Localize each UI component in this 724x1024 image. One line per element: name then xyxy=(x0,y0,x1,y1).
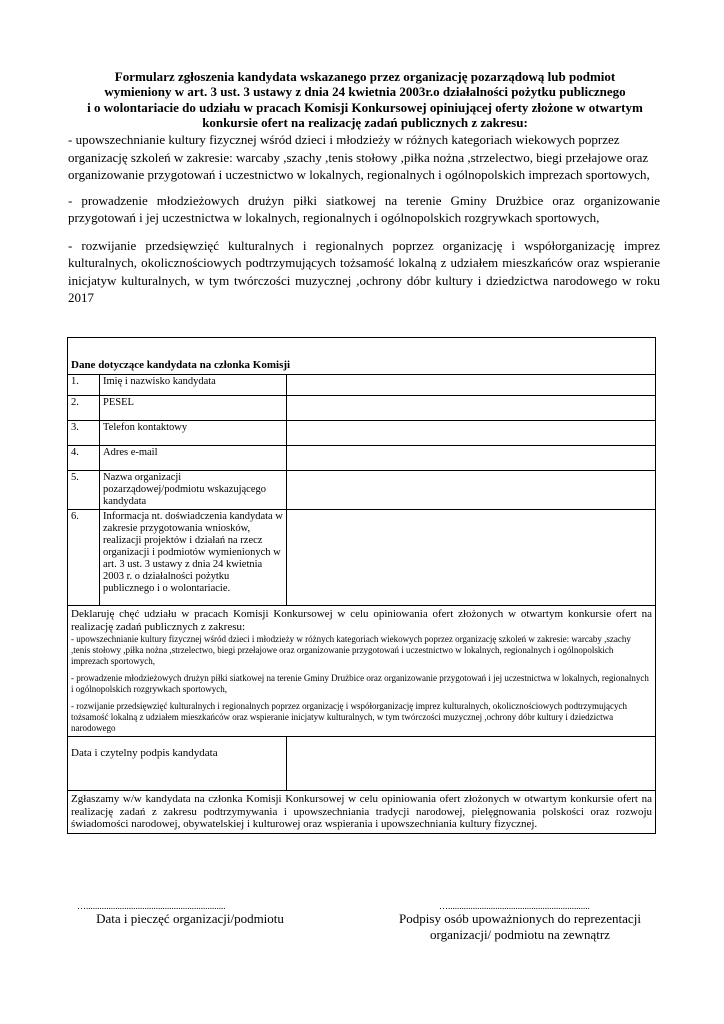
row-label: Informacja nt. doświadczenia kandydata w zakresie przygotowania wniosków, realizacji projektów i działań na rzecz organizacji i podmiotów wymienionych w art. 3 ust. 3 ustawy z dnia 24 kwietnia 2003 r. o działalności pożytku publicznego i o wolontariacie. xyxy=(100,510,287,606)
intro-scope xyxy=(68,131,660,307)
declaration-item: - rozwijanie przedsięwzięć kulturalnych i regionalnych poprzez organizację i współorganizację imprez kulturalnych, okolicznościowych podtrzymujących tożsamość lokalną z udziałem mieszkańców oraz wspieranie inicjatyw kulturalnych, w tym twórczości muzycznej ,ochrony dóbr kultury i dziedzictwa narodowego xyxy=(71,701,627,733)
row-label: Adres e-mail xyxy=(100,446,287,471)
title-line: konkursie ofert na realizację zadań publicznych z zakresu: xyxy=(202,115,528,131)
row-number: 6. xyxy=(68,510,100,606)
signature-label: Data i czytelny podpis kandydata xyxy=(68,737,287,791)
title-line: Formularz zgłoszenia kandydata wskazanego przez organizację pozarządową lub podmiot xyxy=(114,69,616,84)
declaration-item: - prowadzenie młodzieżowych drużyn piłki siatkowej na terenie Gminy Drużbice oraz organizowanie przygotowań i jej uczestnictwa w lokalnych, regionalnych i ogólnopolskich rozgrywkach sportowych, xyxy=(71,673,649,694)
form-header: Dane dotyczące kandydata na członka Komisji xyxy=(68,338,656,375)
authorized-label-line: organizacji/ podmiotu na zewnątrz xyxy=(430,927,610,942)
experience-field[interactable] xyxy=(287,510,656,606)
form-row xyxy=(68,396,656,421)
row-label: Telefon kontaktowy xyxy=(100,421,287,446)
row-label: Imię i nazwisko kandydata xyxy=(100,375,287,396)
row-number: 4. xyxy=(68,446,100,471)
row-number: 2. xyxy=(68,396,100,421)
email-field[interactable] xyxy=(287,446,656,471)
row-label: PESEL xyxy=(100,396,287,421)
scope-item-sport: - upowszechnianie kultury fizycznej wśród dzieci i młodzieży w różnych kategoriach wiekowych poprzez organizację szkoleń w zakresie: warcaby ,szachy ,tenis stołowy ,piłka nożna ,strzelectwo, biegi przełajowe oraz organizowanie przygotowań i uczestnictwo w lokalnych, regionalnych i ogólnopolskich imprezach sportowych, xyxy=(68,132,650,182)
row-number: 3. xyxy=(68,421,100,446)
form-title xyxy=(60,69,670,131)
organization-name-field[interactable] xyxy=(287,471,656,510)
form-row xyxy=(68,421,656,446)
signature-line-left: ….............................................................. xyxy=(77,901,226,911)
phone-field[interactable] xyxy=(287,421,656,446)
row-label: Nazwa organizacji pozarządowej/podmiotu wskazującego kandydata xyxy=(100,471,287,510)
scope-item-culture: - rozwijanie przedsięwzięć kulturalnych i regionalnych poprzez organizację i współorganizację imprez kulturalnych, okolicznościowych podtrzymujących tożsamość lokalną z udziałem mieszkańców oraz wspieranie inicjatyw kulturalnych, w tym twórczości muzycznej ,ochrony dóbr kultury i dziedzictwa narodowego w roku 2017 xyxy=(68,237,660,305)
form-row xyxy=(68,471,656,510)
nomination-statement: Zgłaszamy w/w kandydata na członka Komisji Konkursowej w celu opiniowania ofert złożonych w otwartym konkursie ofert na realizację zadań z zakresu podtrzymywania i upowszechniania tradycji narodowej, pielęgnowania polskości oraz rozwoju świadomości narodowej, obywatelskiej i kulturowej oraz wspierania i upowszechniania kultury fizycznej. xyxy=(68,791,656,834)
candidate-name-field[interactable] xyxy=(287,375,656,396)
form-row xyxy=(68,446,656,471)
scope-item-volleyball: - prowadzenie młodzieżowych drużyn piłki siatkowej na terenie Gminy Drużbice oraz organizowanie przygotowań i jej uczestnictwa w lokalnych, regionalnych i ogólnopolskich rozgrywkach sportowych, xyxy=(68,192,660,225)
organization-stamp-label: Data i pieczęć organizacji/podmiotu xyxy=(96,911,284,926)
candidate-form-table xyxy=(67,337,656,834)
authorized-label-line: Podpisy osób upoważnionych do reprezentacji xyxy=(399,911,641,926)
declaration-item: - upowszechnianie kultury fizycznej wśród dzieci i młodzieży w różnych kategoriach wiekowych poprzez organizację szkoleń w zakresie: warcaby ,szachy ,tenis stołowy ,piłka nożna ,strzelectwo, biegi przełajowe oraz organizowanie przygotowań i uczestnictwo w lokalnych, regionalnych i ogólnopolskich imprezach sportowych, xyxy=(71,634,631,666)
row-number: 5. xyxy=(68,471,100,510)
title-line: wymieniony w art. 3 ust. 3 ustawy z dnia 24 kwietnia 2003r.o działalności pożytku publicznego xyxy=(104,84,626,100)
form-row xyxy=(68,510,656,606)
authorized-signatures-label xyxy=(380,911,660,943)
declaration-block xyxy=(68,606,656,737)
declaration-lead: Deklaruję chęć udziału w pracach Komisji Konkursowej w celu opiniowania ofert złożonych w otwartym konkursie ofert na realizację zadań publicznych z zakresu: xyxy=(71,608,652,633)
pesel-field[interactable] xyxy=(287,396,656,421)
row-number: 1. xyxy=(68,375,100,396)
title-line: i o wolontariacie do udziału w pracach Komisji Konkursowej opiniującej oferty złożone w otwartym xyxy=(87,99,643,115)
signature-line-right: …............................................................... xyxy=(439,901,590,911)
candidate-signature-field[interactable] xyxy=(287,737,656,791)
form-row xyxy=(68,375,656,396)
